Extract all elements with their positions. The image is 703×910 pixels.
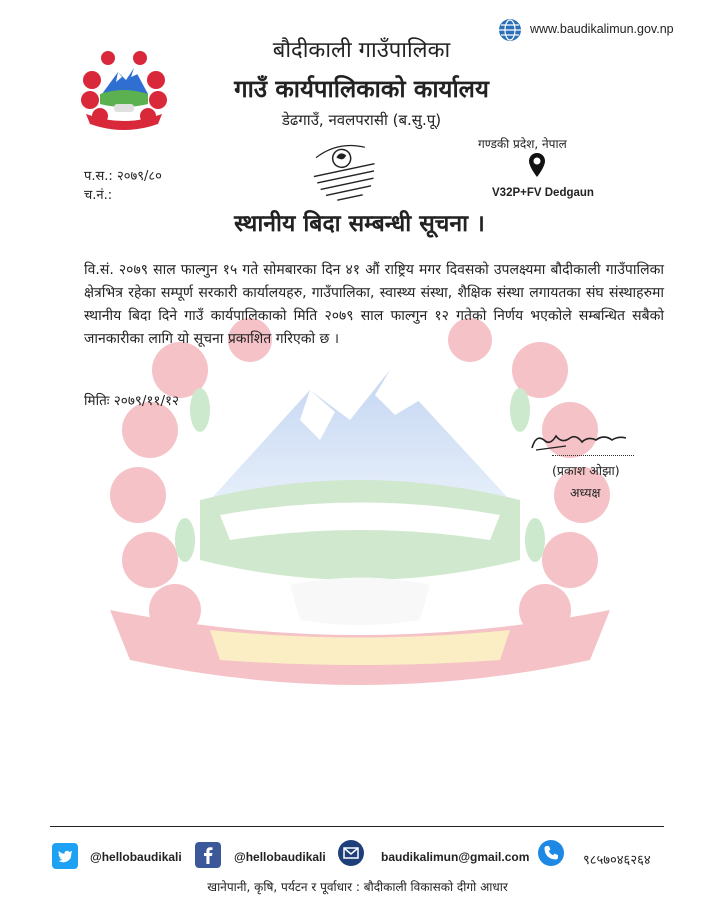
email-address[interactable]: baudikalimun@gmail.com	[381, 850, 530, 864]
website-link[interactable]: www.baudikalimun.gov.np	[530, 22, 674, 36]
signature-line	[552, 455, 634, 456]
twitter-icon	[52, 843, 78, 869]
emblem-watermark	[90, 300, 630, 740]
handwritten-signature	[526, 426, 636, 456]
notice-date: मितिः २०७९/११/१२	[84, 393, 180, 409]
globe-icon	[498, 18, 522, 42]
footer-divider	[50, 826, 664, 827]
office-seal-stamp	[300, 138, 390, 210]
signatory-name: (प्रकाश ओझा)	[552, 463, 620, 478]
signatory-role: अध्यक्ष	[570, 485, 601, 500]
letter-number: प.स.: २०७९/८०	[84, 169, 162, 184]
location-pin-icon	[528, 152, 546, 178]
office-address: डेढगाउँ, नवलपरासी (ब.सु.पू)	[281, 111, 442, 129]
office-name: गाउँ कार्यपालिकाको कार्यालय	[234, 75, 489, 103]
phone-number[interactable]: ९८५७०४६२६४	[583, 853, 651, 868]
facebook-handle[interactable]: @hellobaudikali	[234, 850, 326, 864]
notice-title: स्थानीय बिदा सम्बन्धी सूचना ।	[234, 211, 485, 237]
twitter-handle[interactable]: @hellobaudikali	[90, 850, 182, 864]
municipality-name: बौदीकाली गाउँपालिका	[272, 38, 451, 63]
notice-body: वि.सं. २०७९ साल फाल्गुन १५ गते सोमबारका दिन ४१ औं राष्ट्रिय मगर दिवसको उपलक्ष्यमा बौदीकाली गाउँपालिका क्षेत्रभित्र रहेका सम्पूर्ण सरकारी कार्यालयहरु, गाउँपालिका, स्वास्थ्य संस्था, शैक्षिक संस्था लगायतका संघ संस्थाहरुमा स्थानीय बिदा दिने गाउँ कार्यपालिकाको मिति २०७९ साल फाल्गुन १२ गतेको निर्णय भएकोले सम्बन्धित सबैको जानकारीका लागि यो सूचना प्रकाशित गरिएको छ ।	[84, 262, 664, 347]
dispatch-number: च.नं.:	[84, 188, 113, 203]
facebook-icon	[195, 842, 221, 868]
plus-code: V32P+FV Dedgaun	[492, 187, 594, 199]
phone-icon	[538, 840, 564, 866]
email-icon	[338, 840, 364, 866]
province-label: गण्डकी प्रदेश, नेपाल	[478, 137, 567, 151]
footer-motto: खानेपानी, कृषि, पर्यटन र पूर्वाधार : बौदीकाली विकासको दीगो आधार	[207, 880, 508, 894]
